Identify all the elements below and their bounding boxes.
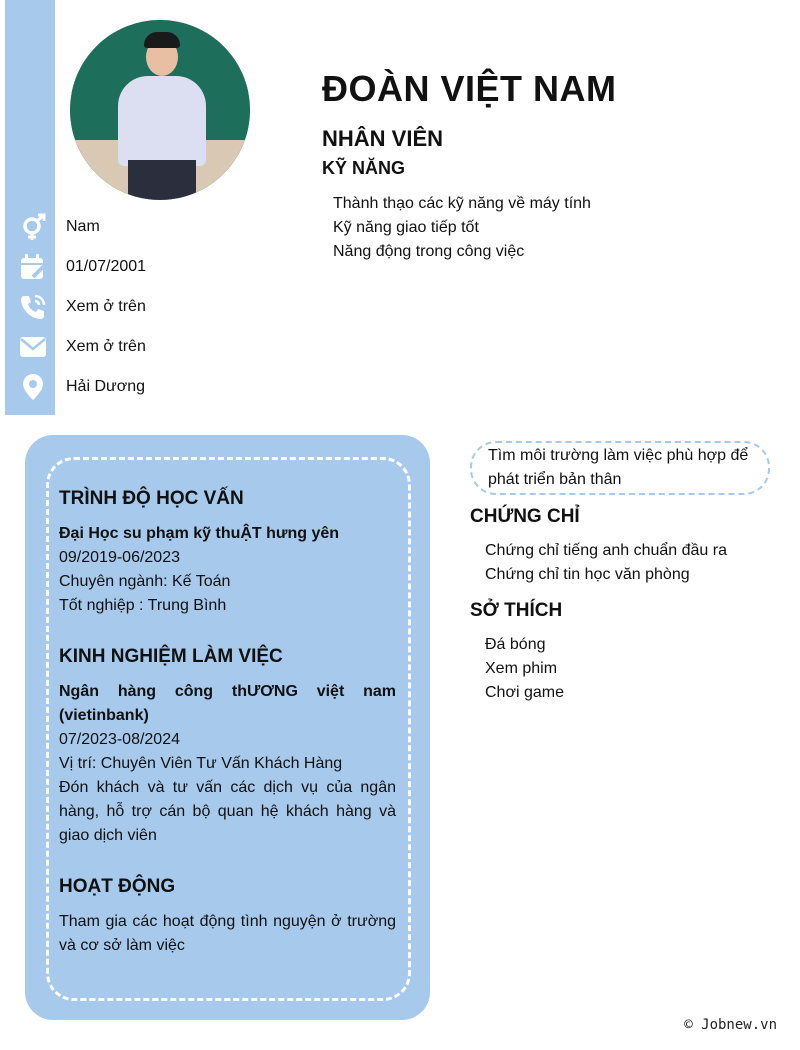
education-school: Đại Học su phạm kỹ thuẬT hưng yên (59, 525, 340, 542)
phone-icon (18, 292, 48, 322)
experience-period: 07/2023-08/2024 (59, 731, 180, 748)
calendar-icon (18, 252, 48, 282)
skill-item: Thành thạo các kỹ năng về máy tính (333, 195, 591, 212)
location-icon (18, 372, 48, 402)
education-major: Chuyên ngành: Kế Toán (59, 573, 231, 590)
candidate-position: NHÂN VIÊN (322, 126, 444, 151)
address-row (18, 372, 146, 402)
hobbies-list (485, 633, 564, 705)
experience-company: Ngân hàng công thƯƠNG việt nam (vietinbank) (59, 683, 396, 724)
skills-list (333, 192, 591, 264)
phone-text: Xem ở trên (66, 298, 146, 315)
experience-description: Đón khách và tư vấn các dịch vụ của ngân hàng, hỗ trợ cán bộ quan hệ khách hàng và giao dịch viên (59, 779, 396, 844)
skill-item: Năng động trong công việc (333, 243, 525, 260)
avatar (70, 20, 250, 200)
gender-row (18, 212, 100, 242)
certificates-title: CHỨNG CHỈ (470, 506, 580, 527)
address-text: Hải Dương (66, 378, 146, 395)
footer-credit: © Jobnew.vn (684, 1017, 777, 1033)
candidate-name: ĐOÀN VIỆT NAM (322, 68, 617, 109)
education-grade: Tốt nghiệp : Trung Bình (59, 597, 227, 614)
certificate-item: Chứng chỉ tin học văn phòng (485, 566, 690, 583)
phone-row (18, 292, 146, 322)
certificates-list (485, 539, 727, 587)
certificate-item: Chứng chỉ tiếng anh chuẩn đầu ra (485, 542, 727, 559)
skill-item: Kỹ năng giao tiếp tốt (333, 219, 479, 236)
birthday-text: 01/07/2001 (66, 258, 147, 275)
activities-title: HOẠT ĐỘNG (59, 876, 176, 897)
details-card-content (59, 484, 396, 958)
email-text: Xem ở trên (66, 338, 146, 355)
hobby-item: Chơi game (485, 684, 564, 701)
skills-title: KỸ NĂNG (322, 158, 406, 178)
education-period: 09/2019-06/2023 (59, 549, 180, 566)
activities-description: Tham gia các hoạt động tình nguyện ở trường và cơ sở làm việc (59, 913, 396, 954)
hobbies-title: SỞ THÍCH (470, 600, 563, 621)
birthday-row (18, 252, 147, 282)
email-icon (18, 332, 48, 362)
hobby-item: Đá bóng (485, 636, 546, 653)
career-objective: Tìm môi trường làm việc phù hợp để phát triển bản thân (470, 441, 770, 495)
education-title: TRÌNH ĐỘ HỌC VẤN (59, 488, 244, 509)
email-row (18, 332, 146, 362)
gender-icon (18, 212, 48, 242)
gender-text: Nam (66, 218, 100, 235)
hobby-item: Xem phim (485, 660, 558, 677)
experience-title: KINH NGHIỆM LÀM VIỆC (59, 646, 283, 667)
experience-role: Vị trí: Chuyên Viên Tư Vấn Khách Hàng (59, 755, 343, 772)
